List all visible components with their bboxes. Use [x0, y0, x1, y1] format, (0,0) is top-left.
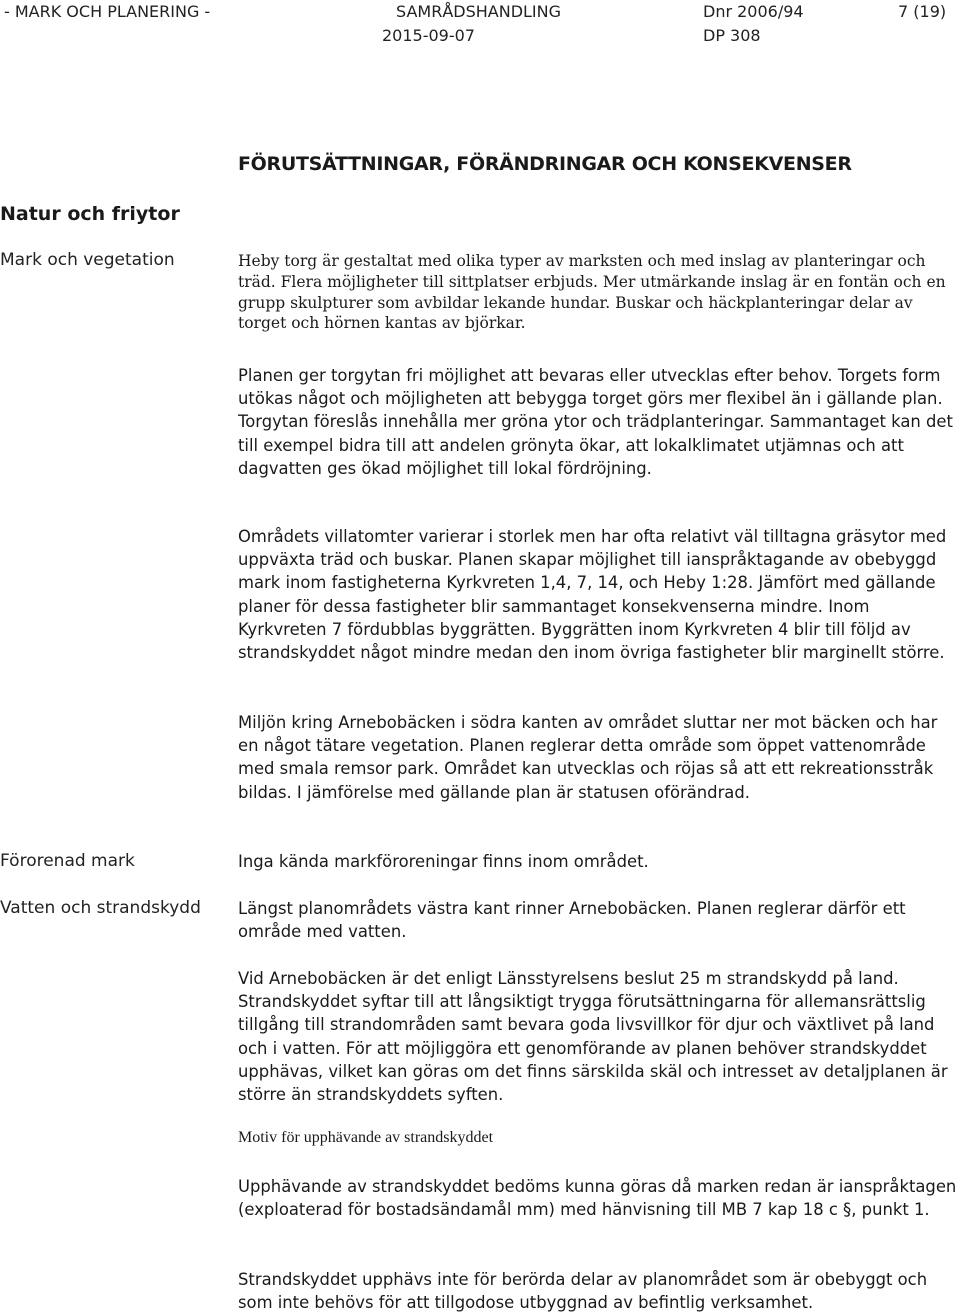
paragraph-text: Miljön kring Arnebobäcken i södra kanten av området sluttar ner mot bäcken och har en något tätare vegetation. Planen reglerar detta område som öppet vattenområde med smala remsor park. Området kan utvecklas och röjas så att ett rekreationsstråk bildas. I jämförelse med gällande plan är statusen oförändrad.: [238, 713, 938, 802]
paragraph-inga-kanda-markfororeningar: [238, 850, 960, 873]
side-label-vatten-och-strandskydd: Vatten och strandskydd: [0, 898, 201, 918]
paragraph-text: Inga kända markföroreningar finns inom området.: [238, 852, 649, 871]
header-dnr: Dnr 2006/94: [703, 2, 804, 21]
paragraph-text: Upphävande av strandskyddet bedöms kunna göras då marken redan är ianspråktagen (exploaterad för bostadsändamål mm) med hänvisning till MB 7 kap 18 c §, punkt 1.: [238, 1177, 957, 1220]
paragraph-upphavande-av-strandskyddet: [238, 1175, 960, 1221]
paragraph-vid-arnebobacken: [238, 967, 960, 1106]
paragraph-text: Områdets villatomter varierar i storlek men har ofta relativt väl tilltagna gräsytor med uppväxta träd och buskar. Planen skapar möjlighet till ianspråktagande av obebyggd mark inom fastigheterna Kyrkvreten 1,4, 7, 14, och Heby 1:28. Jämfört med gällande planer för dessa fastigheter blir sammantaget konsekvenserna mindre. Inom Kyrkvreten 7 fördubblas byggrätten. Byggrätten inom Kyrkvreten 4 blir till följd av strandskyddet något mindre medan den inom övriga fastigheter blir marginellt större.: [238, 527, 947, 663]
header-dp: DP 308: [703, 26, 761, 45]
paragraph-planen-ger-torgytan: [238, 364, 960, 480]
paragraph-text: Längst planområdets västra kant rinner Arnebobäcken. Planen reglerar därför ett område med vatten.: [238, 899, 906, 942]
paragraph-langst-planomradets: [238, 897, 960, 943]
paragraph-text: Strandskyddet upphävs inte för berörda delar av planområdet som är obebyggt och som inte behövs för att tillgodose utbyggnad av befintlig verksamhet.: [238, 1270, 928, 1313]
side-label-fororenad-mark: Förorenad mark: [0, 851, 135, 871]
header-stage: SAMRÅDSHANDLING: [396, 2, 562, 21]
header-date: 2015-09-07: [382, 26, 475, 45]
paragraph-strandskyddet-upphavs-inte: [238, 1268, 960, 1314]
paragraph-text: Vid Arnebobäcken är det enligt Länsstyrelsens beslut 25 m strandskydd på land. Strandskyddet syftar till att långsiktigt trygga förutsättningarna för allemansrättslig tillgång till strandområden samt bevara goda livsvillkor för djur och växtlivet på land och i vatten. För att möjliggöra ett genomförande av planen behöver strandskyddet upphävas, vilket kan göras om det finns särskilda skäl och intresset av detaljplanen är större än strandskyddets syften.: [238, 969, 948, 1105]
paragraph-text: Planen ger torgytan fri möjlighet att bevaras eller utvecklas efter behov. Torgets form utökas något och möjligheten att bebygga torget görs mer flexibel än i gällande plan. Torgytan föreslås innehålla mer gröna ytor och trädplanteringar. Sammantaget kan det till exempel bidra till att andelen grönyta ökar, att lokalklimatet utjämnas och att dagvatten ges ökad möjlighet till lokal fördröjning.: [238, 366, 953, 478]
subheading-motiv-for-upphavande: Motiv för upphävande av strandskyddet: [238, 1129, 494, 1146]
paragraph-miljon-kring-arnebobacken: [238, 711, 960, 804]
side-label-mark-och-vegetation: Mark och vegetation: [0, 250, 175, 270]
paragraph-heby-torg: [238, 251, 960, 334]
paragraph-text: Heby torg är gestaltat med olika typer av marksten och med inslag av planteringar och träd. Flera möjligheter till sittplatser erbjuds. Mer utmärkande inslag är en fontän och en grupp skulpturer som avbildar lekande hundar. Buskar och häckplanteringar delar av torget och hörnen kantas av björkar.: [238, 252, 946, 333]
heading-natur-och-friytor: Natur och friytor: [0, 203, 180, 225]
header-page-number: 7 (19): [898, 2, 947, 21]
paragraph-omradets-villatomter: [238, 525, 960, 664]
header-doc-type: - MARK OCH PLANERING -: [4, 2, 211, 21]
section-title: FÖRUTSÄTTNINGAR, FÖRÄNDRINGAR OCH KONSEKVENSER: [238, 153, 852, 175]
